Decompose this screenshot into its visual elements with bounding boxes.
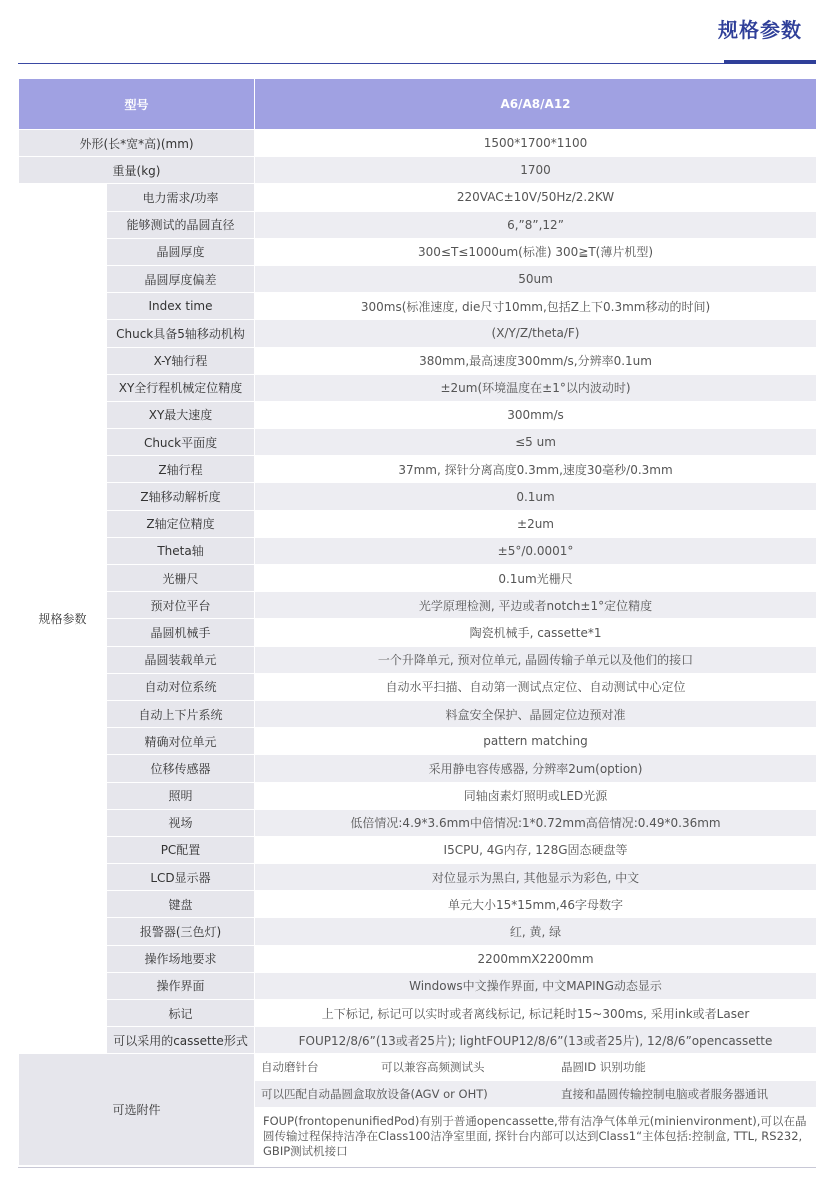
row-value: ±2um	[255, 510, 817, 537]
table-row	[19, 265, 817, 292]
row-label: PC配置	[107, 836, 255, 863]
table-row	[19, 537, 817, 564]
row-label: Theta轴	[107, 537, 255, 564]
row-value: 采用静电容传感器, 分辨率2um(option)	[255, 755, 817, 782]
row-value: 单元大小15*15mm,46字母数字	[255, 891, 817, 918]
row-value: ±2um(环境温度在±1°以内波动时)	[255, 374, 817, 401]
table-row	[19, 891, 817, 918]
row-value: 300mm/s	[255, 401, 817, 428]
spec-table	[18, 78, 817, 1166]
table-row	[19, 755, 817, 782]
row-label: 晶圆厚度	[107, 238, 255, 265]
table-row	[19, 592, 817, 619]
row-value: 6,”8”,12”	[255, 211, 817, 238]
optional-row	[19, 1054, 817, 1081]
table-row	[19, 809, 817, 836]
row-value: 0.1um光栅尺	[255, 565, 817, 592]
row-value: (X/Y/Z/theta/F)	[255, 320, 817, 347]
table-row	[19, 510, 817, 537]
page-title: 规格参数	[718, 18, 802, 42]
row-label: 自动上下片系统	[107, 700, 255, 727]
row-label: XY全行程机械定位精度	[107, 374, 255, 401]
table-row	[19, 700, 817, 727]
row-value: ±5°/0.0001°	[255, 537, 817, 564]
table-row	[19, 320, 817, 347]
table-row	[19, 673, 817, 700]
row-value: 220VAC±10V/50Hz/2.2KW	[255, 184, 817, 211]
row-label: Index time	[107, 293, 255, 320]
row-value: 自动水平扫描、自动第一测试点定位、自动测试中心定位	[255, 673, 817, 700]
row-label: Z轴行程	[107, 456, 255, 483]
optional-description: FOUP(frontopenunifiedPod)有别于普通opencassette,带有洁净气体单元(minienvironment),可以在晶圆传输过程保持洁净在Class100洁净室里面, 探针台内部可以达到Class1“主体包括:控制盒, TTL, RS232, GBIP测试机接口	[255, 1108, 817, 1166]
row-label: LCD显示器	[107, 864, 255, 891]
header-model-value: A6/A8/A12	[255, 79, 817, 130]
row-value: 380mm,最高速度300mm/s,分辨率0.1um	[255, 347, 817, 374]
row-label: Z轴移动解析度	[107, 483, 255, 510]
row-label: Chuck具备5轴移动机构	[107, 320, 255, 347]
row-value: 料盒安全保护、晶圆定位边预对准	[255, 700, 817, 727]
row-label: 视场	[107, 809, 255, 836]
row-label: 可以采用的cassette形式	[107, 1027, 255, 1054]
table-row	[19, 1027, 817, 1054]
row-value: 光学原理检测, 平边或者notch±1°定位精度	[255, 592, 817, 619]
row-label: 标记	[107, 1000, 255, 1027]
table-row	[19, 864, 817, 891]
row-value: 300≤T≤1000um(标准) 300≧T(薄片机型)	[255, 238, 817, 265]
row-value: 红, 黄, 绿	[255, 918, 817, 945]
table-row	[19, 429, 817, 456]
optional-item: 可以匹配自动晶圆盒取放设备(AGV or OHT)	[261, 1087, 488, 1102]
table-row	[19, 374, 817, 401]
table-row	[19, 836, 817, 863]
row-value: 300ms(标准速度, die尺寸10mm,包括Z上下0.3mm移动的时间)	[255, 293, 817, 320]
row-label: 照明	[107, 782, 255, 809]
row-label: 键盘	[107, 891, 255, 918]
table-row	[19, 728, 817, 755]
row-value: 一个升降单元, 预对位单元, 晶圆传输子单元以及他们的接口	[255, 646, 817, 673]
row-label: 自动对位系统	[107, 673, 255, 700]
group-label: 规格参数	[19, 184, 107, 1054]
row-label: X-Y轴行程	[107, 347, 255, 374]
table-row	[19, 238, 817, 265]
table-row	[19, 456, 817, 483]
row-label: 光栅尺	[107, 565, 255, 592]
table-row	[19, 918, 817, 945]
row-value: ≤5 um	[255, 429, 817, 456]
table-row	[19, 293, 817, 320]
row-value: 1500*1700*1100	[255, 130, 817, 157]
table-row	[19, 972, 817, 999]
table-row	[19, 184, 817, 211]
table-row	[19, 130, 817, 157]
optional-item: 自动磨针台	[261, 1060, 319, 1075]
optional-item: 晶圆ID 识别功能	[561, 1060, 646, 1075]
table-row	[19, 1000, 817, 1027]
row-value: 低倍情况:4.9*3.6mm中倍情况:1*0.72mm高倍情况:0.49*0.36mm	[255, 809, 817, 836]
row-value: 对位显示为黑白, 其他显示为彩色, 中文	[255, 864, 817, 891]
header-model-label: 型号	[19, 79, 255, 130]
row-label: 操作场地要求	[107, 945, 255, 972]
row-value: I5CPU, 4G内存, 128G固态硬盘等	[255, 836, 817, 863]
row-label: 精确对位单元	[107, 728, 255, 755]
row-value: 37mm, 探针分离高度0.3mm,速度30毫秒/0.3mm	[255, 456, 817, 483]
optional-item: 直接和晶圆传输控制电脑或者服务器通讯	[561, 1087, 769, 1102]
table-row	[19, 782, 817, 809]
row-value: 1700	[255, 157, 817, 184]
row-label: 位移传感器	[107, 755, 255, 782]
optional-label: 可选附件	[19, 1054, 255, 1166]
row-label: 外形(长*宽*高)(mm)	[19, 130, 255, 157]
row-value: 同轴卤素灯照明或LED光源	[255, 782, 817, 809]
table-row	[19, 565, 817, 592]
row-value: 陶瓷机械手, cassette*1	[255, 619, 817, 646]
table-row	[19, 347, 817, 374]
row-value: pattern matching	[255, 728, 817, 755]
row-label: Chuck平面度	[107, 429, 255, 456]
row-value: FOUP12/8/6”(13或者25片); lightFOUP12/8/6”(13或者25片), 12/8/6”opencassette	[255, 1027, 817, 1054]
table-row	[19, 211, 817, 238]
row-label: XY最大速度	[107, 401, 255, 428]
row-label: 操作界面	[107, 972, 255, 999]
row-value: 上下标记, 标记可以实时或者离线标记, 标记耗时15~300ms, 采用ink或者Laser	[255, 1000, 817, 1027]
row-value: 50um	[255, 265, 817, 292]
table-row	[19, 646, 817, 673]
row-label: 能够测试的晶圆直径	[107, 211, 255, 238]
table-row	[19, 401, 817, 428]
row-label: 电力需求/功率	[107, 184, 255, 211]
table-row	[19, 483, 817, 510]
row-value: Windows中文操作界面, 中文MAPING动态显示	[255, 972, 817, 999]
row-label: 晶圆厚度偏差	[107, 265, 255, 292]
optional-item: 可以兼容高频测试头	[381, 1060, 485, 1075]
title-accent-bar	[724, 60, 816, 64]
row-label: 重量(kg)	[19, 157, 255, 184]
row-label: 报警器(三色灯)	[107, 918, 255, 945]
row-label: 晶圆机械手	[107, 619, 255, 646]
table-row	[19, 945, 817, 972]
table-row	[19, 619, 817, 646]
title-divider	[18, 63, 816, 64]
table-bottom-rule	[18, 1167, 816, 1168]
row-value: 0.1um	[255, 483, 817, 510]
row-label: Z轴定位精度	[107, 510, 255, 537]
row-value: 2200mmX2200mm	[255, 945, 817, 972]
table-row	[19, 157, 817, 184]
row-label: 预对位平台	[107, 592, 255, 619]
row-label: 晶圆装载单元	[107, 646, 255, 673]
